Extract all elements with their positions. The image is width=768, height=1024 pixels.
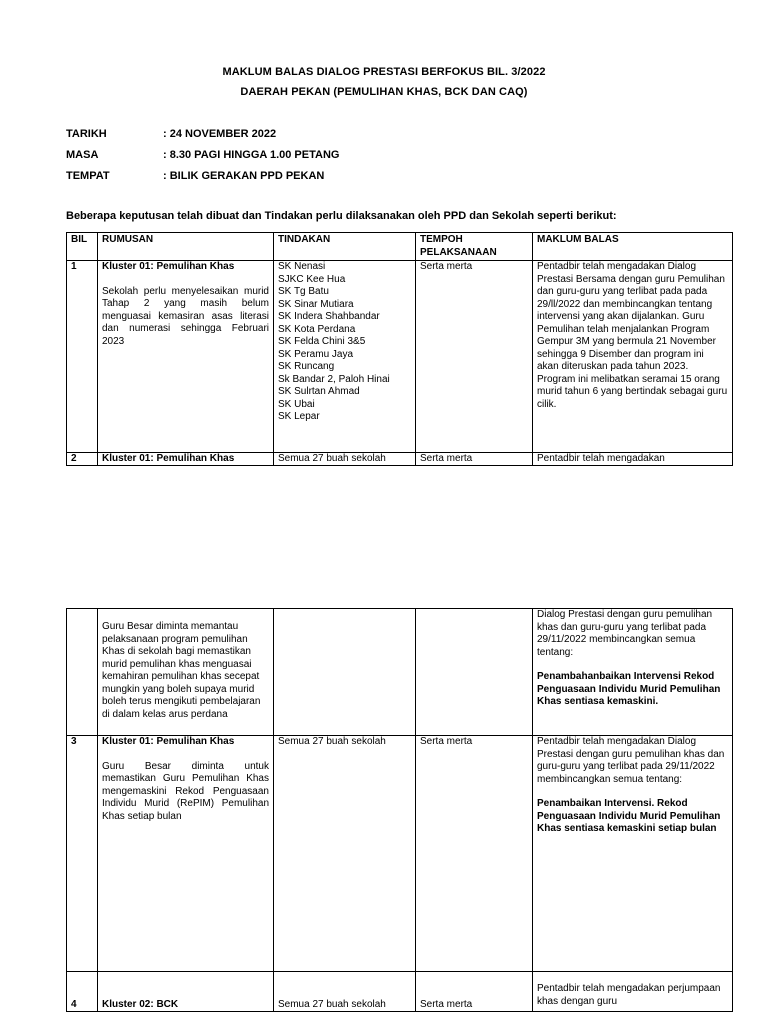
row3-kluster: Kluster 01: Pemulihan Khas xyxy=(102,736,235,747)
school-item: SK Sulrtan Ahmad xyxy=(278,386,360,397)
decision-table-page2 xyxy=(66,608,733,1012)
row3-rumusan-text: Guru Besar diminta untuk memastikan Guru Pemulihan Khas mengemaskini Rekod Penguasaan Individu Murid (RePIM) Pemulihan Khas setiap bulan xyxy=(102,760,269,822)
header-bil: BIL xyxy=(67,233,98,261)
meta-masa-label: MASA xyxy=(66,149,99,161)
row4-maklum-balas: Pentadbir telah mengadakan perjumpaan khas dengan guru xyxy=(533,972,733,1012)
table-row xyxy=(67,261,733,453)
row3-tempoh: Serta merta xyxy=(416,736,533,972)
row2-maklum-balas: Pentadbir telah mengadakan xyxy=(533,452,733,466)
meta-tempat-value: : BILIK GERAKAN PPD PEKAN xyxy=(163,170,325,182)
school-item: SK Indera Shahbandar xyxy=(278,311,380,322)
meta-tarikh xyxy=(66,128,276,140)
row1-rumusan-text: Sekolah perlu menyelesaikan murid Tahap 2 yang masih belum menguasai kemasiran asas literasi dan numerasi sehingga Februari 2023 xyxy=(102,285,269,347)
school-item: SK Ubai xyxy=(278,398,315,410)
row1-bil: 1 xyxy=(67,261,98,453)
row1-rumusan xyxy=(98,261,274,453)
row2-tempoh: Serta merta xyxy=(416,452,533,466)
row3-maklum-text: Pentadbir telah mengadakan Dialog Prestasi dengan guru pemulihan khas dan guru-guru yang terlibat pada 29/11/2022 membincangkan semua tentang: xyxy=(537,736,725,785)
row2-rumusan-text: Guru Besar diminta memantau pelaksanaan program pemulihan Khas di sekolah bagi memastikan murid pemulihan khas menguasai kemahiran pemulihan khas secepat mungkin yang boleh supaya murid boleh terus mengikuti pembelajaran di dalam kelas arus perdana xyxy=(102,621,261,720)
school-item: SK Felda Chini 3&5 xyxy=(278,336,366,347)
row2-bil: 2 xyxy=(67,452,98,466)
header-rumusan: RUMUSAN xyxy=(98,233,274,261)
row4-tindakan: Semua 27 buah sekolah xyxy=(274,972,416,1012)
row2-rumusan xyxy=(98,609,274,736)
meta-masa xyxy=(66,149,339,161)
row3-bil: 3 xyxy=(67,736,98,972)
table-header-row xyxy=(67,233,733,261)
row3-tindakan: Semua 27 buah sekolah xyxy=(274,736,416,972)
school-item: SK Kota Perdana xyxy=(278,323,356,335)
row4-tempoh: Serta merta xyxy=(416,972,533,1012)
row1-maklum-balas: Pentadbir telah mengadakan Dialog Prestasi Bersama dengan guru Pemulihan dan guru-guru yang terlibat pada pada 29/ll/2022 dan membincangkan tentang intervensi yang akan dijalankan. Guru Pemulihan telah menjalankan Program Gempur 3M yang bermula 21 November sehingga 9 Disember dan program ini akan diteruskan pada tahun 2023. Program ini melibatkan seramai 15 orang murid tahun 6 yang bertindak sebagai guru cilik. xyxy=(533,261,733,453)
header-maklum-balas: MAKLUM BALAS xyxy=(533,233,733,261)
document-subtitle: DAERAH PEKAN (PEMULIHAN KHAS, BCK DAN CAQ) xyxy=(240,86,528,98)
header-tindakan: TINDAKAN xyxy=(274,233,416,261)
row3-maklum-balas xyxy=(533,736,733,972)
row2-maklum-bold: Penambahanbaikan Intervensi Rekod Penguasaan Individu Murid Pemulihan Khas sentiasa kemaskini. xyxy=(537,671,721,707)
school-item: SK Lepar xyxy=(278,411,320,422)
document-title: MAKLUM BALAS DIALOG PRESTASI BERFOKUS BIL. 3/2022 xyxy=(222,66,546,78)
row1-kluster: Kluster 01: Pemulihan Khas xyxy=(102,261,235,272)
row3-rumusan xyxy=(98,736,274,972)
meta-tarikh-label: TARIKH xyxy=(66,128,107,140)
decision-table-page1 xyxy=(66,232,733,466)
meta-masa-value: : 8.30 PAGI HINGGA 1.00 PETANG xyxy=(163,149,340,161)
school-item: SK Peramu Jaya xyxy=(278,348,354,360)
meta-tarikh-value: : 24 NOVEMBER 2022 xyxy=(163,128,277,140)
row2-tindakan: Semua 27 buah sekolah xyxy=(274,452,416,466)
school-item: SK Runcang xyxy=(278,361,335,372)
meta-tempat xyxy=(66,170,324,182)
row3-maklum-bold: Penambaikan Intervensi. Rekod Penguasaan Individu Murid Pemulihan Khas sentiasa kemaskini setiap bulan xyxy=(537,798,721,834)
row2-kluster: Kluster 01: Pemulihan Khas xyxy=(98,452,274,466)
row1-tempoh: Serta merta xyxy=(416,261,533,453)
school-item: SK Sinar Mutiara xyxy=(278,298,354,310)
row4-bil: 4 xyxy=(67,972,98,1012)
row4-kluster: Kluster 02: BCK xyxy=(98,972,274,1012)
school-item: SK Nenasi xyxy=(278,261,326,272)
row2-maklum-balas-cont xyxy=(533,609,733,736)
table-row xyxy=(67,452,733,466)
row1-tindakan xyxy=(274,261,416,453)
intro-text: Beberapa keputusan telah dibuat dan Tindakan perlu dilaksanakan oleh PPD dan Sekolah seperti berikut: xyxy=(66,210,617,222)
school-item: Sk Bandar 2, Paloh Hinai xyxy=(278,373,390,385)
table-row xyxy=(67,972,733,1012)
school-item: SK Tg Batu xyxy=(278,286,329,297)
row2-maklum-text: Dialog Prestasi dengan guru pemulihan khas dan guru-guru yang terlibat pada 29/11/2022 membincangkan semua tentang: xyxy=(537,609,713,658)
meta-tempat-label: TEMPAT xyxy=(66,170,110,182)
school-item: SJKC Kee Hua xyxy=(278,273,346,285)
header-tempoh: TEMPOH PELAKSANAAN xyxy=(416,233,533,261)
table-row xyxy=(67,736,733,972)
table-row xyxy=(67,609,733,736)
